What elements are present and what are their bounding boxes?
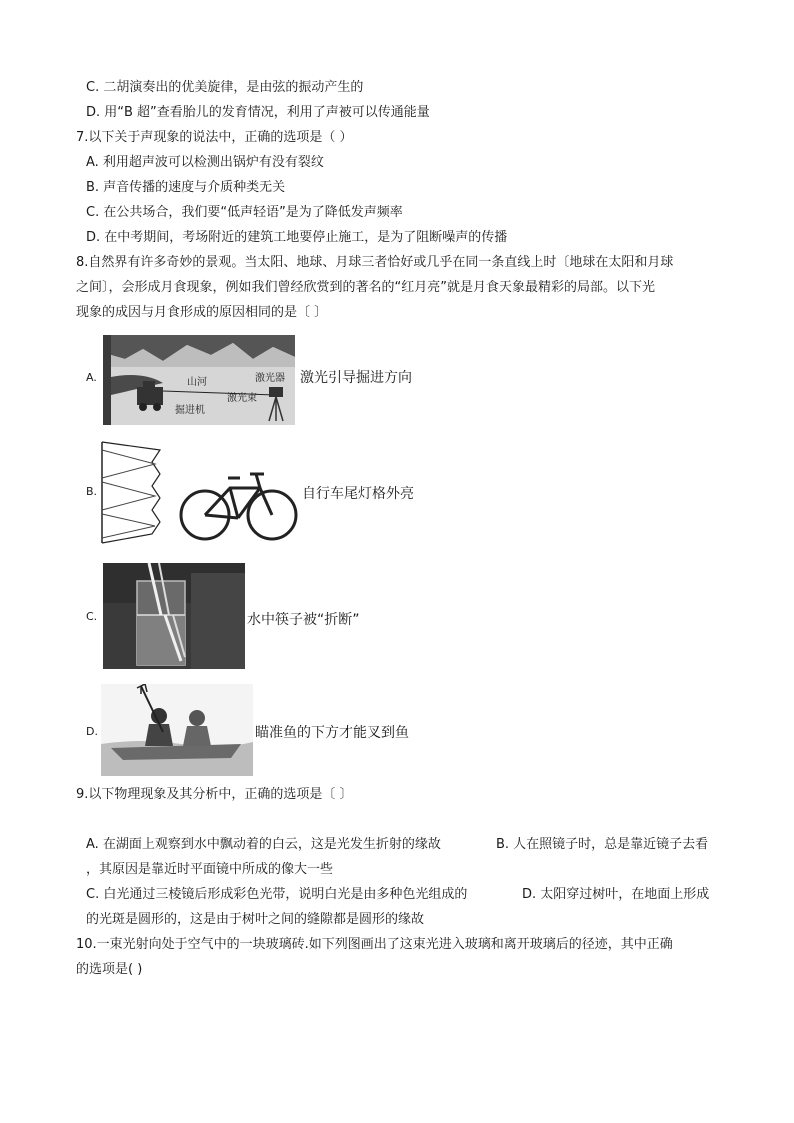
q8-option-c-label: C. [86, 610, 98, 623]
q8-stem-line2: 之间〕，会形成月食现象，例如我们曾经欣赏到的著名的“红月亮”就是月食天象最精彩的局部。以下光 [76, 280, 655, 295]
q8-option-b-label: B. [86, 485, 98, 498]
bicycle-reflector-figure [100, 440, 302, 545]
q9-option-d-cont: 的光斑是圆形的，这是由于树叶之间的缝隙都是圆形的缘故 [86, 912, 425, 927]
q6-option-c: C. 二胡演奏出的优美旋律，是由弦的振动产生的 [86, 80, 364, 95]
q8-stem-line3: 现象的成因与月食形成的原因相同的是〔 〕 [76, 305, 328, 320]
fig-label-beam: 激光束 [227, 393, 257, 404]
q7-option-b: B. 声音传播的速度与介质种类无关 [86, 180, 286, 195]
q8-option-a-caption: 激光引导掘进方向 [300, 370, 412, 386]
q8-stem-line1: 8.自然界有许多奇妙的景观。当太阳、地球、月球三者恰好或几乎在同一条直线上时〔地球在太阳和月球 [76, 255, 674, 270]
q9-option-a: A. 在湖面上观察到水中飘动着的白云，这是光发生折射的缘故 [86, 837, 441, 852]
q8-option-a-label: A. [86, 371, 97, 384]
q8-option-d-caption: 瞄准鱼的下方才能叉到鱼 [255, 725, 409, 741]
fig-label-mountain: 山河 [187, 377, 207, 388]
q8-option-c-caption: 水中筷子被“折断” [247, 612, 360, 628]
q8-option-d-label: D. [86, 725, 98, 738]
tunnel-laser-figure [103, 335, 295, 425]
q8-option-b-caption: 自行车尾灯格外亮 [302, 486, 414, 502]
q9-option-b: B. 人在照镜子时，总是靠近镜子去看 [496, 837, 709, 852]
q9-option-d: D. 太阳穿过树叶，在地面上形成 [522, 887, 710, 902]
q7-option-a: A. 利用超声波可以检测出锅炉有没有裂纹 [86, 155, 324, 170]
q7-option-c: C. 在公共场合，我们要“低声轻语”是为了降低发声频率 [86, 205, 403, 220]
spearfishing-figure [101, 684, 253, 776]
q7-stem: 7.以下关于声现象的说法中，正确的选项是（ ） [76, 130, 353, 145]
chopstick-in-water-photo [103, 563, 245, 669]
q7-option-d: D. 在中考期间，考场附近的建筑工地要停止施工，是为了阻断噪声的传播 [86, 230, 508, 245]
q10-stem-line2: 的选项是( ) [76, 962, 143, 977]
fig-label-tunneler: 掘进机 [175, 405, 205, 416]
fig-label-laser: 激光器 [255, 373, 285, 384]
q6-option-d: D. 用“B 超”查看胎儿的发育情况，利用了声被可以传通能量 [86, 105, 430, 120]
q9-stem: 9.以下物理现象及其分析中，正确的选项是〔 〕 [76, 787, 353, 802]
q10-stem-line1: 10.一束光射向处于空气中的一块玻璃砖.如下列图画出了这束光进入玻璃和离开玻璃后的径迹，其中正确 [76, 937, 673, 952]
q9-option-b-cont: ，其原因是靠近时平面镜中所成的像大一些 [86, 862, 334, 877]
q9-option-c: C. 白光通过三棱镜后形成彩色光带，说明白光是由多种色光组成的 [86, 887, 468, 902]
